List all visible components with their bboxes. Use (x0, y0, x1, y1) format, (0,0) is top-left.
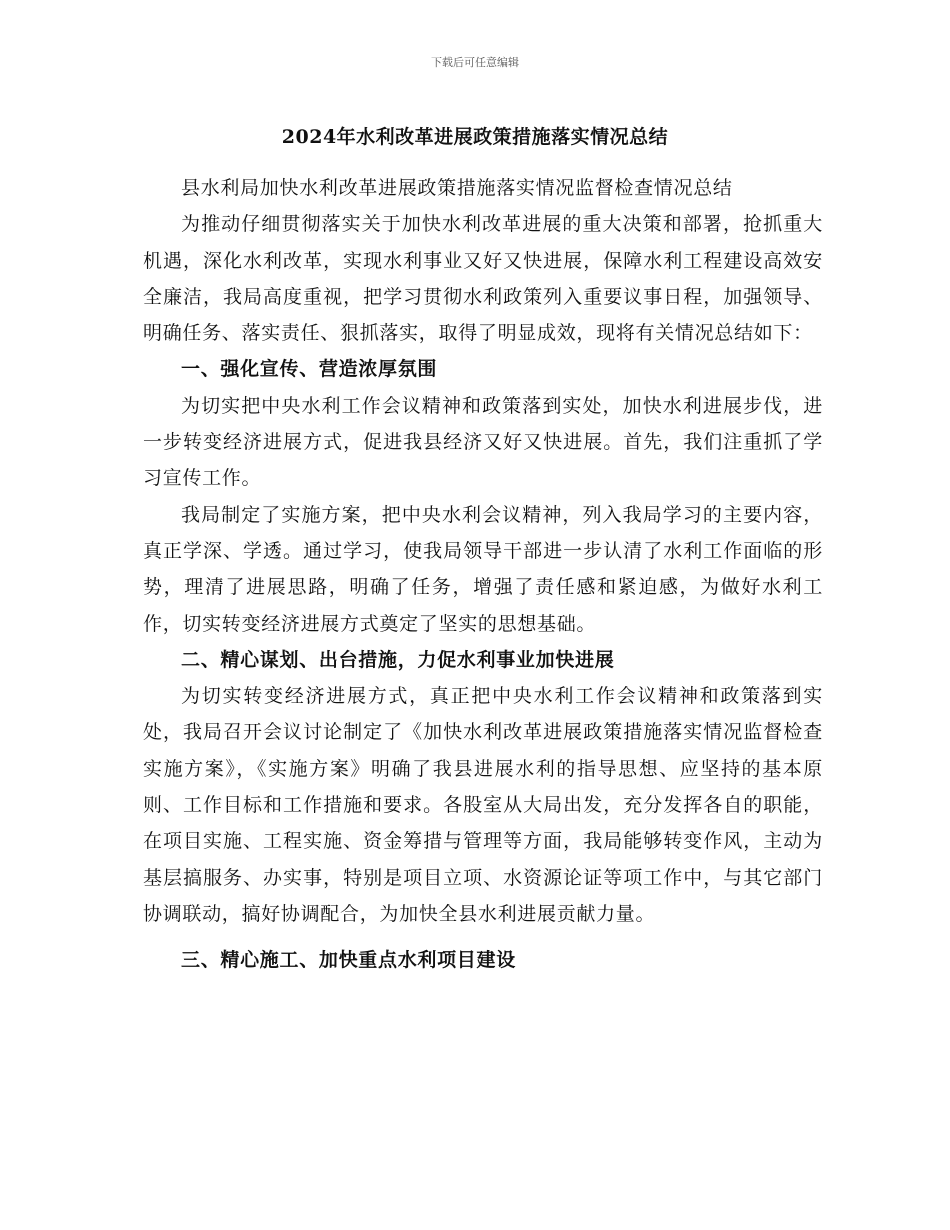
section-2-heading: 二、精心谋划、出台措施，力促水利事业加快进展 (181, 648, 615, 671)
document-body (143, 170, 823, 979)
section-1-heading: 一、强化宣传、营造浓厚氛围 (181, 358, 438, 381)
subtitle-paragraph: 县水利局加快水利改革进展政策措施落实情况监督检查情况总结 (181, 177, 733, 199)
section-1-paragraph-1: 为切实把中央水利工作会议精神和政策落到实处，加快水利进展步伐，进一步转变经济进展方式，促进我县经济又好又快进展。首先，我们注重抓了学习宣传工作。 (143, 394, 823, 490)
section-1-paragraph-2: 我局制定了实施方案，把中央水利会议精神，列入我局学习的主要内容，真正学深、学透。通过学习，使我局领导干部进一步认清了水利工作面临的形势，理清了进展思路，明确了任务，增强了责任感和紧迫感，为做好水利工作，切实转变经济进展方式奠定了坚实的思想基础。 (143, 503, 823, 635)
header-note: 下载后可任意编辑 (431, 56, 519, 69)
document-title: 2024年水利改革进展政策措施落实情况总结 (281, 126, 669, 148)
section-2-paragraph-1: 为切实转变经济进展方式，真正把中央水利工作会议精神和政策落到实处，我局召开会议讨论制定了《加快水利改革进展政策措施落实情况监督检查实施方案》，《实施方案》明确了我县进展水利的指导思想、应坚持的基本原则、工作目标和工作措施和要求。各股室从大局出发，充分发挥各自的职能，在项目实施、工程实施、资金筹措与管理等方面，我局能够转变作风，主动为基层搞服务、办实事，特别是项目立项、水资源论证等项工作中，与其它部门协调联动，搞好协调配合，为加快全县水利进展贡献力量。 (143, 685, 823, 925)
section-3-heading: 三、精心施工、加快重点水利项目建设 (181, 949, 516, 972)
intro-paragraph: 为推动仔细贯彻落实关于加快水利改革进展的重大决策和部署，抢抓重大机遇，深化水利改革，实现水利事业又好又快进展，保障水利工程建设高效安全廉洁，我局高度重视，把学习贯彻水利政策列入重要议事日程，加强领导、明确任务、落实责任、狠抓落实，取得了明显成效，现将有关情况总结如下： (143, 213, 823, 345)
